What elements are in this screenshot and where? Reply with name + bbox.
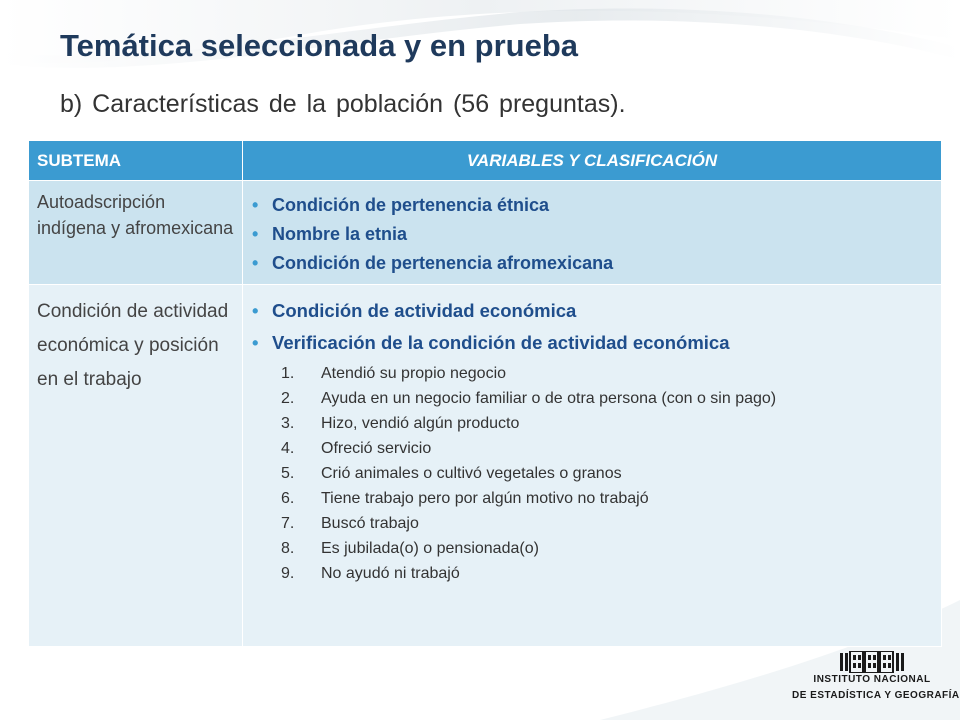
classification-item: 5. Crió animales o cultivó vegetales o granos — [281, 465, 622, 482]
variables-list — [243, 181, 941, 278]
variable-item — [251, 327, 933, 359]
bullet-icon: • — [252, 253, 259, 273]
variable-item — [251, 295, 933, 327]
classification-label: No ayudó ni trabajó — [321, 565, 460, 582]
table-row — [29, 285, 942, 647]
header-subtema: SUBTEMA — [29, 141, 243, 181]
logo-text-line2: DE ESTADÍSTICA Y GEOGRAFÍA — [792, 690, 960, 701]
header-variables: VARIABLES Y CLASIFICACIÓN — [243, 141, 942, 181]
classification-label: Atendió su propio negocio — [321, 365, 507, 382]
table-header-row — [29, 141, 942, 181]
variable-label: Condición de pertenencia afromexicana — [272, 253, 614, 273]
subtema-text: Condición de actividad económica y posición en el trabajo — [37, 301, 229, 390]
classification-label: Tiene trabajo pero por algún motivo no trabajó — [321, 490, 649, 507]
classification-item: 7. Buscó trabajo — [281, 515, 419, 532]
inegi-logo-icon — [840, 651, 904, 673]
variable-label: Nombre la etnia — [272, 224, 408, 244]
slide-subtitle: b) Características de la población (56 preguntas). — [60, 90, 626, 118]
classification-item: 9. No ayudó ni trabajó — [281, 565, 460, 582]
bullet-icon: • — [252, 300, 259, 321]
subtema-cell — [29, 285, 243, 647]
variable-label: Condición de actividad económica — [272, 300, 577, 321]
bullet-icon: • — [252, 195, 259, 215]
variable-item — [251, 220, 933, 249]
variable-item — [251, 249, 933, 278]
classification-label: Es jubilada(o) o pensionada(o) — [321, 540, 539, 557]
slide-title: Temática seleccionada y en prueba — [60, 28, 579, 63]
classification-label: Crió animales o cultivó vegetales o granos — [321, 465, 622, 482]
classification-item: 6. Tiene trabajo pero por algún motivo no trabajó — [281, 490, 649, 507]
variable-label: Condición de pertenencia étnica — [272, 195, 550, 215]
subtema-cell — [29, 181, 243, 285]
classification-label: Buscó trabajo — [321, 515, 419, 532]
logo-text-line1: INSTITUTO NACIONAL — [813, 674, 931, 685]
classification-label: Hizo, vendió algún producto — [321, 415, 520, 432]
variable-item — [251, 191, 933, 220]
classification-item: 2. Ayuda en un negocio familiar o de otra persona (con o sin pago) — [281, 390, 777, 407]
variables-cell — [243, 181, 942, 285]
classification-item: 4. Ofreció servicio — [281, 440, 432, 457]
bullet-icon: • — [252, 332, 259, 353]
table-row — [29, 181, 942, 285]
classification-list — [243, 359, 941, 586]
classification-label: Ayuda en un negocio familiar o de otra persona (con o sin pago) — [321, 390, 777, 407]
bullet-icon: • — [252, 224, 259, 244]
variable-label: Verificación de la condición de actividad económica — [272, 332, 730, 353]
classification-item: 1. Atendió su propio negocio — [281, 365, 507, 382]
subtema-text: Autoadscripción indígena y afromexicana — [37, 192, 234, 238]
variables-list — [243, 285, 941, 359]
variables-cell — [243, 285, 942, 647]
classification-item: 8. Es jubilada(o) o pensionada(o) — [281, 540, 539, 557]
inegi-logo — [792, 646, 960, 716]
variables-table — [28, 140, 942, 647]
classification-item: 3. Hizo, vendió algún producto — [281, 415, 520, 432]
classification-label: Ofreció servicio — [321, 440, 432, 457]
